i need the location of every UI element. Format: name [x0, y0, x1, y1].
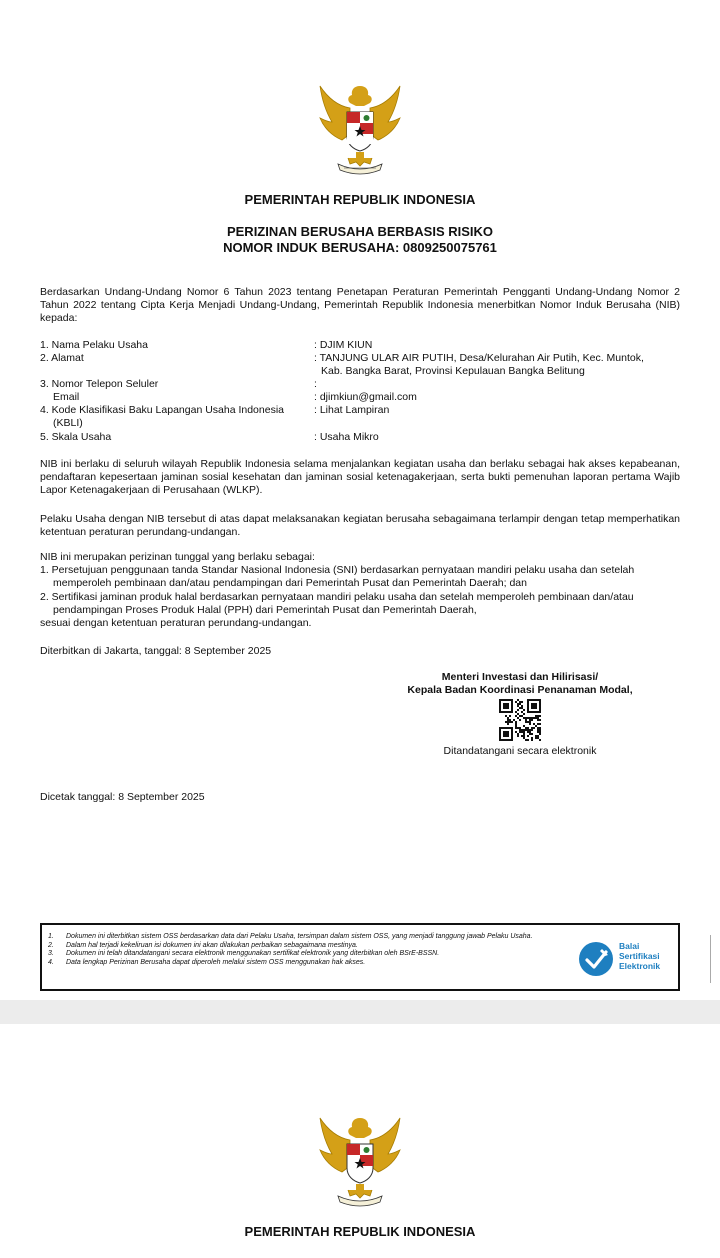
license-closing: sesuai dengan ketentuan peraturan perundang-undangan. [40, 617, 312, 629]
issued-date: Diterbitkan di Jakarta, tanggal: 8 September 2025 [40, 645, 272, 657]
document-page-2 [0, 1024, 720, 1258]
field-label: 5. Skala Usaha [40, 431, 112, 443]
bsre-logo-text [619, 942, 660, 971]
document-title: PERIZINAN BERUSAHA BERBASIS RISIKO [226, 224, 494, 239]
footer-note [48, 942, 573, 951]
field-value: : DJIM KIUN [314, 339, 373, 351]
bsre-line: Balai [619, 941, 640, 951]
footer-note-text: Dokumen ini telah ditandatangani secara elektronik menggunakan sertifikat elektronik yang diterbitkan oleh BSrE-BSSN. [66, 950, 440, 958]
footer-note-text: Dalam hal terjadi kekeliruan isi dokumen ini akan dilakukan perbaikan sebagaimana mestinya. [66, 941, 358, 949]
field-label: Email [53, 391, 80, 403]
license-item-2-cont: pendampingan Proses Produk Halal (PPH) dari Pemerintah Pusat dan Pemerintah Daerah, [53, 604, 477, 616]
license-item-1-cont: memperoleh pembinaan dan/atau pendampingan dari Pemerintah Pusat dan Pemerintah Daerah; dan [53, 577, 527, 589]
footer-note-number: 1. [48, 933, 54, 940]
garuda-emblem-icon [310, 1110, 410, 1210]
footer-note [48, 950, 573, 959]
license-item-1: 1. Persetujuan penggunaan tanda Standar Nasional Indonesia (SNI) berdasarkan pernyataan mandiri pelaku usaha dan setelah [40, 564, 635, 576]
field-label: 3. Nomor Telepon Seluler [40, 378, 159, 390]
field-label: 4. Kode Klasifikasi Baku Lapangan Usaha Indonesia [40, 404, 285, 416]
government-heading: PEMERINTAH REPUBLIK INDONESIA [244, 192, 476, 207]
field-value: : Lihat Lampiran [314, 404, 390, 416]
license-item-2: 2. Sertifikasi jaminan produk halal berdasarkan pernyataan mandiri pelaku usaha dan setelah memperoleh pembinaan dan/atau [40, 591, 634, 603]
footer-note [48, 959, 573, 968]
bsre-logo [578, 939, 678, 979]
field-value: : TANJUNG ULAR AIR PUTIH, Desa/Kelurahan Air Putih, Kec. Muntok, [314, 352, 644, 364]
field-label: (KBLI) [53, 417, 83, 429]
footer-note-number: 3. [48, 950, 54, 958]
intro-paragraph: Berdasarkan Undang-Undang Nomor 6 Tahun 2023 tentang Penetapan Peraturan Pemerintah Pengganti Undang-Undang Nomor 2 Tahun 2022 tentang Cipta Kerja Menjadi Undang-Undang, Pemerintah Republik Indonesia menerbitkan Nomor Induk Berusaha (NIB) kepada: [40, 286, 680, 324]
bsre-logo-icon [578, 941, 614, 977]
license-intro: NIB ini merupakan perizinan tunggal yang berlaku sebagai: [40, 551, 315, 563]
divider [710, 935, 711, 983]
qr-code-icon [499, 699, 541, 741]
nib-number: NOMOR INDUK BERUSAHA: 0809250075761 [223, 240, 497, 255]
footer-disclaimer-box [40, 923, 680, 991]
field-label: 1. Nama Pelaku Usaha [40, 339, 148, 351]
government-heading: PEMERINTAH REPUBLIK INDONESIA [244, 1224, 476, 1239]
bsre-line: Elektronik [619, 960, 661, 971]
page-gap [0, 1000, 720, 1024]
footer-note-text: Data lengkap Perizinan Berusaha dapat diperoleh melalui sistem OSS menggunakan hak akses. [66, 958, 366, 966]
activity-paragraph: Pelaku Usaha dengan NIB tersebut di atas dapat melaksanakan kegiatan berusaha sebagaimana terlampir dengan tetap memperhatikan ketentuan peraturan perundang-undangan. [40, 513, 680, 538]
field-value: : djimkiun@gmail.com [314, 391, 417, 403]
printed-date: Dicetak tanggal: 8 September 2025 [40, 791, 205, 803]
garuda-emblem-icon [310, 78, 410, 178]
footer-note [48, 933, 573, 942]
footer-note-number: 4. [48, 958, 54, 966]
signatory-office: Kepala Badan Koordinasi Penanaman Modal, [407, 684, 633, 696]
footer-notes-list [48, 933, 573, 967]
field-value: Kab. Bangka Barat, Provinsi Kepulauan Bangka Belitung [321, 365, 585, 377]
bsre-line: Sertifikasi [619, 950, 660, 961]
footer-note-number: 2. [48, 941, 54, 949]
field-value: : Usaha Mikro [314, 431, 379, 443]
signed-electronically: Ditandatangani secara elektronik [443, 745, 597, 757]
footer-note-text: Dokumen ini diterbitkan sistem OSS berdasarkan data dari Pelaku Usaha, tersimpan dalam sistem OSS, yang menjadi tanggung jawab Pelaku Usaha. [66, 933, 533, 940]
field-label: 2. Alamat [40, 352, 84, 364]
field-value: : [314, 378, 317, 390]
signatory-title: Menteri Investasi dan Hilirisasi/ [441, 671, 599, 683]
validity-paragraph: NIB ini berlaku di seluruh wilayah Republik Indonesia selama menjalankan kegiatan usaha dan berlaku sebagai hak akses kepabeanan, pendaftaran kepesertaan jaminan sosial kesehatan dan jaminan sosial ketenagakerjaan, serta bukti pemenuhan laporan pertama Wajib Lapor Ketenagakerjaan di Perusahaan (WLKP). [40, 458, 680, 496]
